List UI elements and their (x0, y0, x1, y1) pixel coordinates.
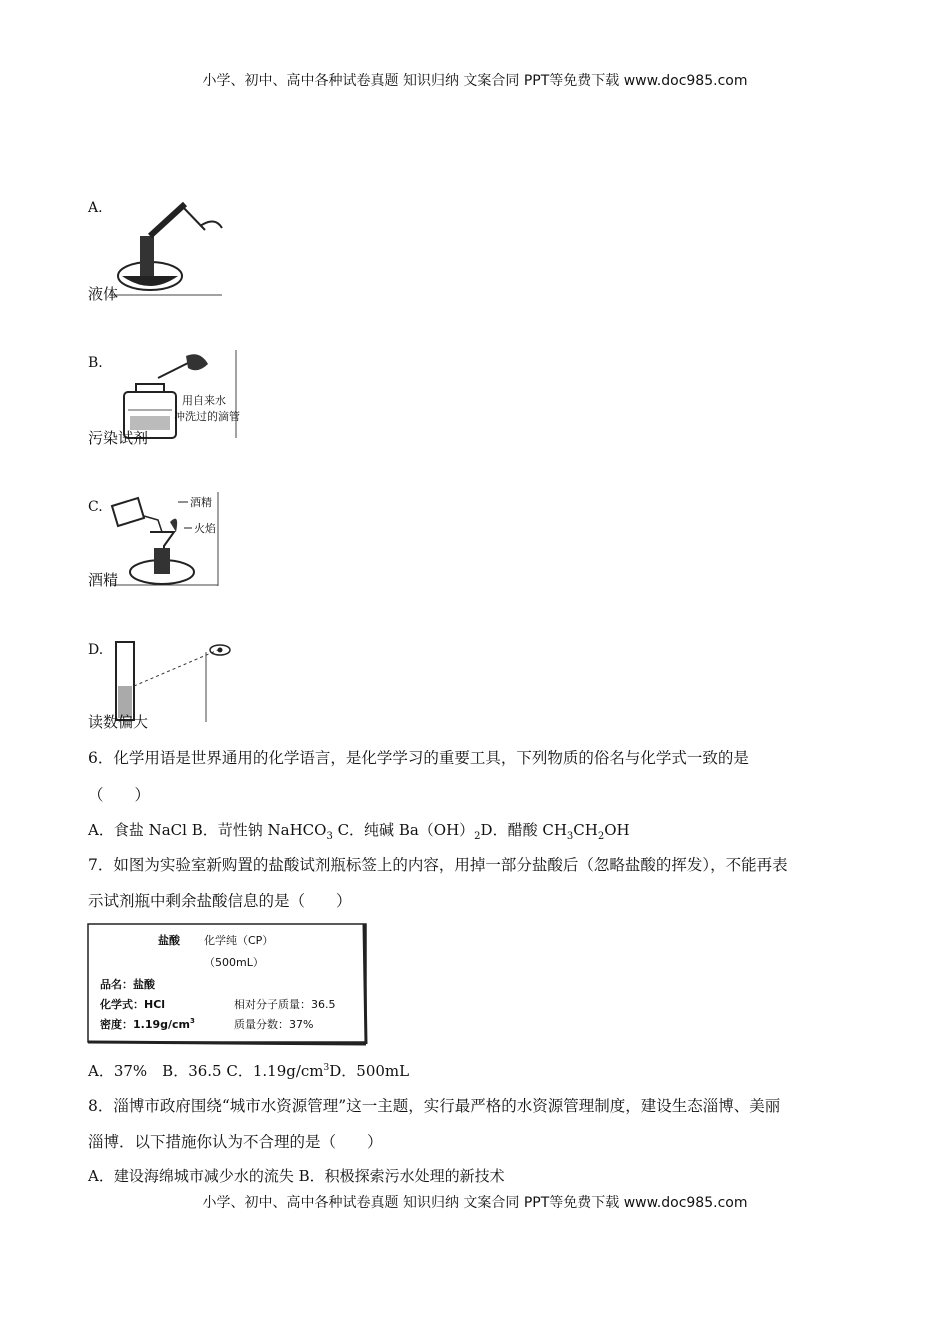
label-grade: 化学纯（CP） (204, 934, 274, 947)
q7-stem-line-1: 7．如图为实验室新购置的盐酸试剂瓶标签上的内容，用掉一部分盐酸后（忽略盐酸的挥发），不能再表 (88, 856, 788, 874)
q6-opt-d-sub1: 3 (566, 831, 574, 842)
label-mass-fraction: 质量分数：37% (234, 1018, 314, 1031)
option-c-figure-label-2: 火焰 (194, 522, 216, 535)
label-volume: （500mL） (204, 956, 264, 969)
label-formula: 化学式：HCl (100, 998, 166, 1011)
option-c-figure (110, 492, 222, 588)
q7-options-sup: 3 (323, 1063, 330, 1073)
option-b-figure-text-1: 用自来水 (182, 394, 226, 407)
q6-opt-d-end: OH (604, 821, 630, 839)
option-a-figure (110, 196, 225, 298)
label-density (100, 1017, 195, 1031)
q6-stem-line-2: （ ） (88, 786, 151, 804)
q7-stem-line-2: 示试剂瓶中剩余盐酸信息的是（ ） (88, 892, 352, 910)
option-d-caption: 读数偏大 (88, 713, 149, 731)
option-a-letter: A. (88, 200, 103, 216)
page-header: 小学、初中、高中各种试卷真题 知识归纳 文案合同 PPT等免费下载 www.doc985.com (202, 73, 748, 89)
q6-opt-a-sub: 3 (326, 831, 333, 842)
option-c-caption: 酒精 (88, 571, 119, 589)
q8-stem-line-2: 淄博．以下措施你认为不合理的是（ ） (88, 1133, 383, 1151)
option-b-figure-text-2: 冲洗过的滴管 (174, 410, 240, 423)
q6-stem-line-1: 6．化学用语是世界通用的化学语言，是化学学习的重要工具，下列物质的俗名与化学式一致的是 (88, 749, 749, 767)
option-a-caption: 液体 (88, 285, 119, 303)
q6-opt-d-sub2: 2 (597, 831, 605, 842)
q6-options (88, 819, 630, 842)
page-footer: 小学、初中、高中各种试卷真题 知识归纳 文案合同 PPT等免费下载 www.doc985.com (202, 1195, 748, 1211)
option-b-letter: B. (88, 355, 103, 371)
option-c-figure-label-1: 酒精 (190, 496, 212, 509)
q7-options-part-2: D．500mL (329, 1062, 410, 1080)
q7-options (88, 1060, 409, 1081)
label-product-name: 品名：盐酸 (100, 978, 155, 991)
label-name: 盐酸 (158, 934, 180, 947)
reagent-label-figure (86, 922, 370, 1048)
q6-opt-c-sub: 2 (474, 831, 481, 842)
q8-options-line-1: A．建设海绵城市减少水的流失 B．积极探索污水处理的新技术 (88, 1167, 505, 1185)
option-d-letter: D. (88, 642, 104, 658)
q6-opt-d: D．醋酸 CH (480, 821, 567, 839)
label-density-sup: 3 (190, 1017, 195, 1025)
option-c-letter: C. (88, 499, 103, 515)
q6-opt-c: C．纯碱 Ba（OH） (332, 821, 475, 839)
label-molar-mass: 相对分子质量：36.5 (234, 998, 336, 1011)
q7-options-part-1: A．37% B．36.5 C．1.19g/cm (88, 1062, 324, 1080)
q6-opt-a: A．食盐 NaCl B．苛性钠 NaHCO (88, 821, 327, 839)
q6-opt-d-mid: CH (573, 821, 598, 839)
option-b-caption: 污染试剂 (88, 429, 149, 447)
q8-stem-line-1: 8．淄博市政府围绕“城市水资源管理”这一主题，实行最严格的水资源管理制度，建设生态淄博、美丽 (88, 1097, 781, 1115)
label-density-text: 密度：1.19g/cm (100, 1018, 191, 1031)
